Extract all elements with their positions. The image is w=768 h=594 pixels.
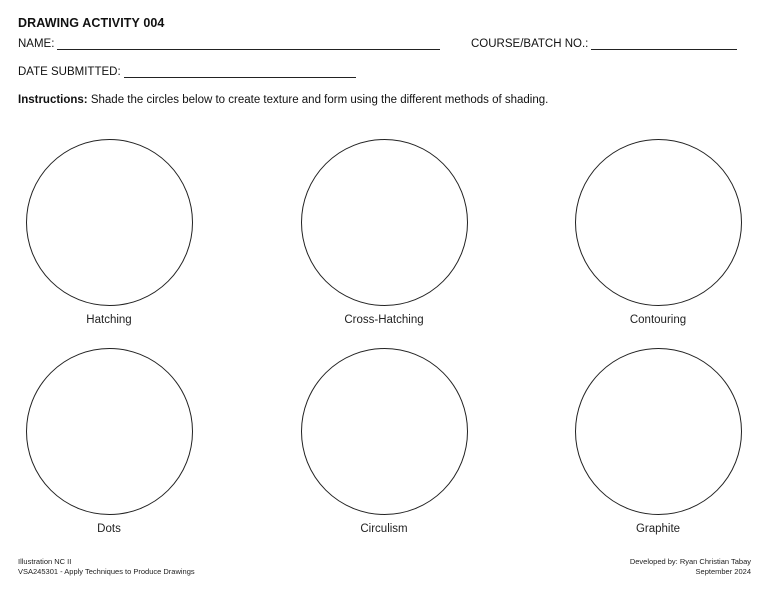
shading-circle[interactable] [575,348,742,515]
shading-cell-contouring [558,139,758,326]
shading-label: Hatching [86,314,132,326]
name-label: NAME: [18,38,55,50]
date-submitted-label: DATE SUBMITTED: [18,66,121,78]
footer-date: September 2024 [695,566,751,576]
shading-label: Graphite [635,523,681,535]
shading-cell-circulism [284,348,484,535]
date-submitted-blank-line[interactable] [124,65,356,78]
shading-circle[interactable] [301,139,468,306]
shading-label: Contouring [629,314,687,326]
shading-cell-cross-hatching [284,139,484,326]
shading-circle[interactable] [575,139,742,306]
activity-title: DRAWING ACTIVITY 004 [18,16,165,30]
shading-cell-graphite [558,348,758,535]
name-blank-line[interactable] [57,37,440,50]
shading-circle[interactable] [26,139,193,306]
shading-circle[interactable] [26,348,193,515]
shading-label: Dots [97,523,121,535]
footer-author: Developed by: Ryan Christian Tabay [629,557,751,566]
shading-cell-dots [9,348,209,535]
footer-course-title: Illustration NC II [18,557,72,566]
course-batch-blank-line[interactable] [591,37,737,50]
footer-module-code: VSA245301 - Apply Techniques to Produce Drawings [18,566,195,576]
instructions-text: Shade the circles below to create texture and form using the different methods of shading. [87,94,549,106]
name-field [18,37,440,50]
footer-author-info [630,557,751,576]
shading-label: Circulism [360,523,408,535]
instructions [18,94,548,106]
course-batch-label: COURSE/BATCH NO.: [471,38,589,50]
date-submitted-field [18,65,356,78]
shading-cell-hatching [9,139,209,326]
course-batch-field [471,37,737,50]
instructions-lead: Instructions: [18,94,88,106]
footer-course-info [18,557,195,576]
shading-circle[interactable] [301,348,468,515]
shading-label: Cross-Hatching [344,314,424,326]
